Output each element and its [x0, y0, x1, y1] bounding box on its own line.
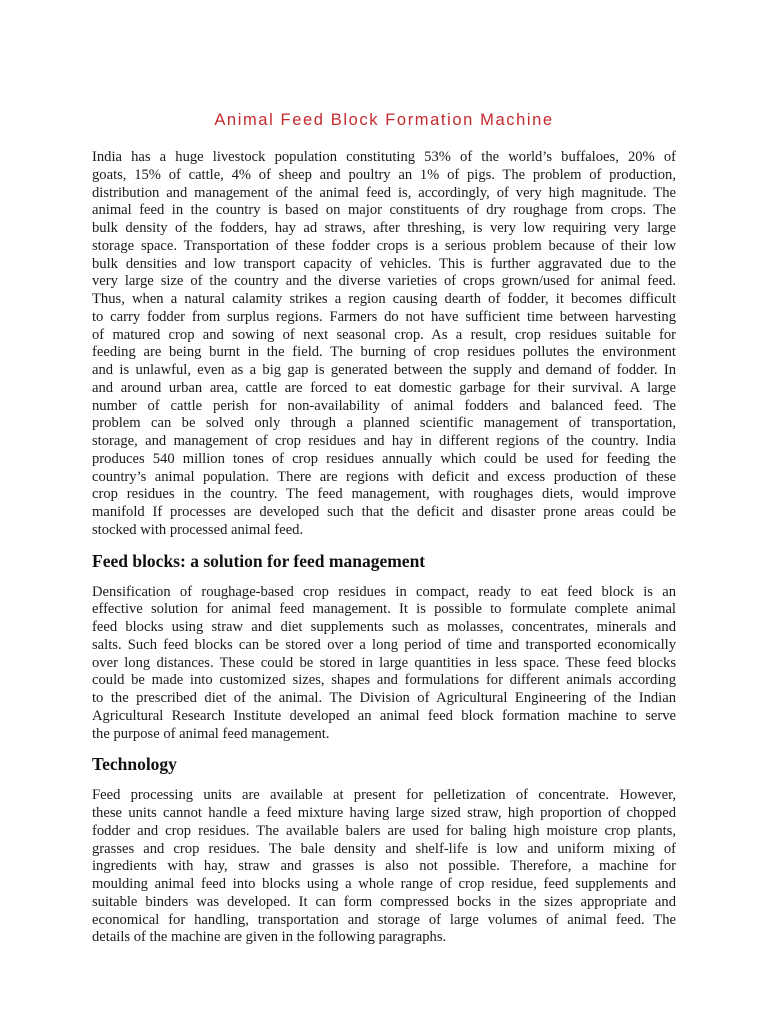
text-line: India has a huge livestock population constituting 53% of the world’s buffaloes, 20% of: [92, 149, 676, 165]
text-line: problem can be solved only through a planned scientific management of transportation,: [92, 415, 676, 432]
paragraph-introduction: [92, 149, 676, 540]
text-line: stocked with processed animal feed.: [92, 521, 304, 538]
text-line: feeding are being burnt in the field. The burning of crop residues pollutes the environment: [92, 344, 676, 361]
text-line: number of cattle perish for non-availability of animal fodders and balanced feed. The: [92, 397, 676, 414]
text-line: feed blocks using straw and diet supplements such as molasses, concentrates, minerals and: [92, 619, 676, 635]
text-line: crop residues in the country. The feed management, with roughages diets, would improve: [92, 486, 676, 503]
text-line: and around urban area, cattle are forced to eat domestic garbage for their survival. A large: [92, 379, 676, 396]
text-line: could be made into customized sizes, shapes and formulations for different animals according: [92, 672, 676, 689]
text-line: bulk densities and low transport capacity of vehicles. This is further aggravated due to the: [92, 255, 676, 272]
text-line: salts. Such feed blocks can be stored over a long period of time and transported economically: [92, 636, 676, 653]
paragraph-technology: [92, 787, 676, 947]
text-line: economical for handling, transportation and storage of large volumes of animal feed. The: [92, 911, 676, 928]
text-line: to carry fodder from surplus regions. Farmers do not have sufficient time between harvesting: [92, 308, 676, 325]
text-line: distribution and management of the animal feed is, accordingly, of very high magnitude. The: [92, 184, 676, 201]
document-title: Animal Feed Block Formation Machine: [214, 111, 554, 129]
document-body: [92, 149, 676, 947]
text-line: moulding animal feed into blocks using a whole range of crop residue, feed supplements and: [92, 876, 676, 892]
text-line: goats, 15% of cattle, 4% of sheep and poultry an 1% of pigs. The problem of production,: [92, 166, 676, 183]
text-line: animal feed in the country is based on major constituents of dry roughage from crops. The: [92, 202, 676, 219]
text-line: Thus, when a natural calamity strikes a region causing dearth of fodder, it becomes difficult: [92, 291, 676, 307]
text-line: details of the machine are given in the following paragraphs.: [92, 929, 447, 946]
text-line: effective solution for animal feed management. It is possible to formulate complete animal: [92, 601, 676, 618]
text-line: the purpose of animal feed management.: [92, 725, 330, 742]
text-line: grasses and crop residues. The bale density and shelf-life is low and uniform mixing of: [92, 840, 676, 857]
heading-feed-blocks: Feed blocks: a solution for feed management: [92, 550, 426, 571]
text-line: ingredients with hay, straw and grasses is also not possible. Therefore, a machine for: [92, 858, 676, 875]
heading-technology: Technology: [92, 754, 177, 775]
text-line: country’s animal population. There are regions with deficit and excess production of these: [92, 468, 676, 485]
text-line: fodder and crop residues. The available balers are used for baling high moisture crop plants,: [92, 822, 676, 839]
text-line: bulk density of the fodders, hay ad straws, after threshing, is very low requiring very large: [92, 220, 676, 236]
text-line: of matured crop and sowing of next seasonal crop. As a result, crop residues suitable for: [92, 326, 676, 343]
text-line: storage, and management of crop residues and hay in different regions of the country. India: [92, 433, 676, 449]
text-line: and is unlawful, even as a big gap is generated between the supply and demand of fodder. In: [92, 362, 676, 378]
text-line: these units cannot handle a feed mixture having large sized straw, high proportion of chopped: [92, 805, 676, 821]
text-line: Feed processing units are available at present for pelletization of concentrate. However,: [92, 787, 676, 804]
text-line: produces 540 million tones of crop residues annually which could be used for feeding the: [92, 450, 676, 467]
text-line: manifold If processes are developed such that the deficit and disaster prone areas could be: [92, 504, 676, 520]
text-line: to the prescribed diet of the animal. The Division of Agricultural Engineering of the Indian: [92, 690, 676, 706]
paragraph-feed-blocks: [92, 584, 676, 744]
text-line: storage space. Transportation of these fodder crops is a serious problem because of their low: [92, 237, 676, 254]
text-line: over long distances. These could be stored in large quantities in less space. These feed blocks: [92, 654, 676, 671]
text-line: Agricultural Research Institute developed an animal feed block formation machine to serve: [92, 707, 676, 724]
text-line: Densification of roughage-based crop residues in compact, ready to eat feed block is an: [92, 583, 676, 600]
text-line: very large size of the country and the diverse varieties of crops grown/used for animal feed.: [92, 273, 676, 290]
text-line: suitable binders was developed. It can form compressed bocks in the sizes appropriate and: [92, 893, 676, 910]
